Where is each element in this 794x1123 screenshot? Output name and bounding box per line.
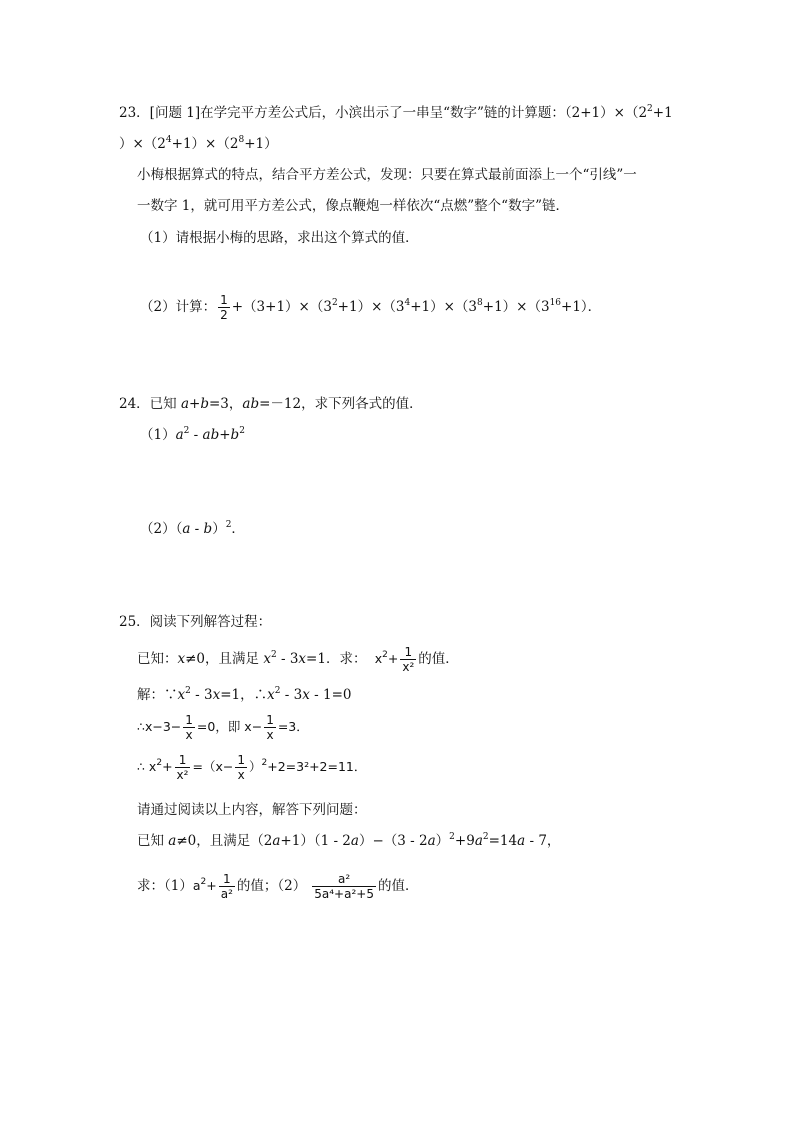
q25-stem: 25．阅读下列解答过程： — [119, 614, 272, 630]
fraction-one-over-x: $\frac{1}{x}$ — [185, 712, 193, 742]
fraction-one-over-x-2: $\frac{1}{x}$ — [266, 712, 274, 742]
q25-solution-line2: ∴x−3− $\frac{1}{x}$ =0，即 x− $\frac{1}{x}$ =3． — [137, 712, 309, 742]
q23-line2: ）$\times(2^4+1)\times(2^8+1)$ — [119, 135, 278, 152]
fraction-one-over-x-squared: $\frac{1}{\text{x²}}$ — [402, 644, 415, 674]
q25-given: 已知：x≠0，且满足 $x^2 - 3x=1$．求： $x^2+$ $\frac{1}{\text{x²}}$ 的值． — [137, 644, 459, 674]
q24-part1: $(1)a^2 - ab+b^2$ — [140, 426, 245, 443]
q25-given2: 已知 a≠0，且满足$(2a+1)(1 - 2a)-(3 - 2a)^2+9a^2=14a - 7$， — [137, 832, 561, 849]
fraction-one-over-a-squared: $\frac{1}{\text{a²}}$ — [220, 871, 233, 901]
q23-line3: 小梅根据算式的特点，结合平方差公式，发现：只要在算式最前面添上一个“引线”一 — [137, 167, 637, 183]
fraction-one-half: $\frac{1}{2}$ — [220, 292, 228, 322]
q23-line1: 23．[问题 1]在学完平方差公式后，小滨出示了一串呈“数字”链的计算题：$(2+1)\times(2^2+1$ — [119, 104, 673, 121]
fraction-a-squared-over-polynomial: $\frac{\text{a²}}{\text{5a⁴+a²+5}}$ — [314, 871, 374, 901]
q25-ask: 求：$(1)a^2+$ $\frac{1}{\text{a²}}$ 的值；（2） $\frac{\text{a²}}{\text{5a⁴+a²+5}}$ 的值． — [137, 871, 419, 901]
fraction-one-over-x-squared-2: $\frac{1}{\text{x²}}$ — [176, 752, 189, 782]
q24-part2: （2）（a - b）$^2$． — [140, 520, 245, 537]
q25-solution-line3: ∴ $x^2+$ $\frac{1}{\text{x²}}$ =（x− $\frac{1}{x}$ ）$^2$+2=3²+2=11． — [137, 752, 367, 782]
q25-solution-line1: 解：$\because x^2 - 3x=1$，$\therefore x^2 - 3x - 1=0$ — [137, 686, 352, 703]
q23-part2: （2）计算： $\frac{1}{2}$ $+(3+1)\times(3^2+1)\times(3^4+1)\times(3^8+1)\times(3^{16}+1)$． — [140, 292, 602, 322]
q23-part1: （1）请根据小梅的思路，求出这个算式的值． — [140, 230, 419, 246]
q24-stem: 24．已知 a+b=3，ab=－12，求下列各式的值． — [119, 396, 423, 412]
q23-line4: 一数字 1，就可用平方差公式，像点鞭炮一样依次“点燃”整个“数字”链． — [137, 198, 569, 214]
fraction-one-over-x-3: $\frac{1}{x}$ — [237, 752, 245, 782]
q25-instruction: 请通过阅读以上内容，解答下列问题： — [137, 802, 367, 818]
